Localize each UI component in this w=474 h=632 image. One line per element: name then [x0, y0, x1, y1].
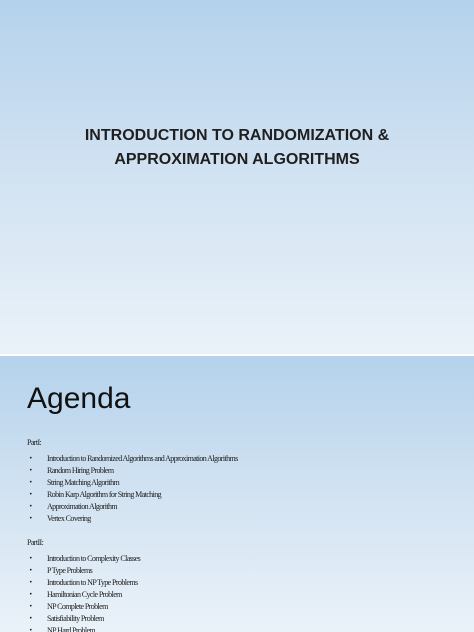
- list-item-text: Robin Karp Algorithm for String Matching: [47, 490, 161, 499]
- list-item-text: Introduction to NP Type Problems: [47, 578, 138, 587]
- list-item: [27, 625, 447, 632]
- bullet-icon: •: [29, 603, 33, 610]
- list-item-text: Vertex Covering: [47, 514, 91, 523]
- bullet-icon: •: [29, 515, 33, 522]
- bullet-icon: •: [29, 555, 33, 562]
- list-item: [27, 453, 447, 465]
- list-item-text: String Matching Algorithm: [47, 478, 120, 487]
- bullet-icon: •: [29, 467, 33, 474]
- list-item-text: Satisfiability Problem: [47, 614, 104, 623]
- list-item-text: Hamiltonian Cycle Problem: [47, 590, 122, 599]
- list-item: [27, 477, 447, 489]
- list-item-text: Introduction to Randomized Algorithms and Approximation Algorithms: [47, 454, 238, 463]
- part-1-list: [27, 453, 447, 525]
- list-item: [27, 501, 447, 513]
- slide-title-line-1: INTRODUCTION TO RANDOMIZATION &: [84, 127, 390, 144]
- list-item-text: NP Complete Problem: [47, 602, 108, 611]
- slide-title: [20, 124, 454, 172]
- bullet-icon: •: [29, 627, 33, 632]
- bullet-icon: •: [29, 567, 33, 574]
- list-item: [27, 613, 447, 625]
- list-item-text: NP Hard Problem: [47, 626, 96, 632]
- slide-title-line-2: APPROXIMATION ALGORITHMS: [114, 151, 360, 168]
- list-item: [27, 565, 447, 577]
- part-2-list: [27, 553, 447, 632]
- bullet-icon: •: [29, 615, 33, 622]
- agenda-slide: [0, 356, 474, 632]
- agenda-body: [27, 437, 447, 632]
- list-item: [27, 513, 447, 525]
- list-item-text: Approximation Algorithm: [47, 502, 117, 511]
- bullet-icon: •: [29, 503, 33, 510]
- list-item: [27, 465, 447, 477]
- bullet-icon: •: [29, 455, 33, 462]
- list-item: [27, 601, 447, 613]
- bullet-icon: •: [29, 479, 33, 486]
- part-1-label: PartI:: [27, 438, 42, 447]
- list-item-text: P Type Problems: [47, 566, 93, 575]
- list-item-text: Random Hiring Problem: [47, 466, 114, 475]
- bullet-icon: •: [29, 579, 33, 586]
- list-item-text: Introduction to Complexity Classes: [47, 554, 141, 563]
- list-item: [27, 489, 447, 501]
- list-item: [27, 553, 447, 565]
- list-item: [27, 577, 447, 589]
- list-item: [27, 589, 447, 601]
- bullet-icon: •: [29, 591, 33, 598]
- bullet-icon: •: [29, 491, 33, 498]
- part-2-label: PartII:: [27, 538, 44, 547]
- agenda-heading: Agenda: [27, 382, 131, 415]
